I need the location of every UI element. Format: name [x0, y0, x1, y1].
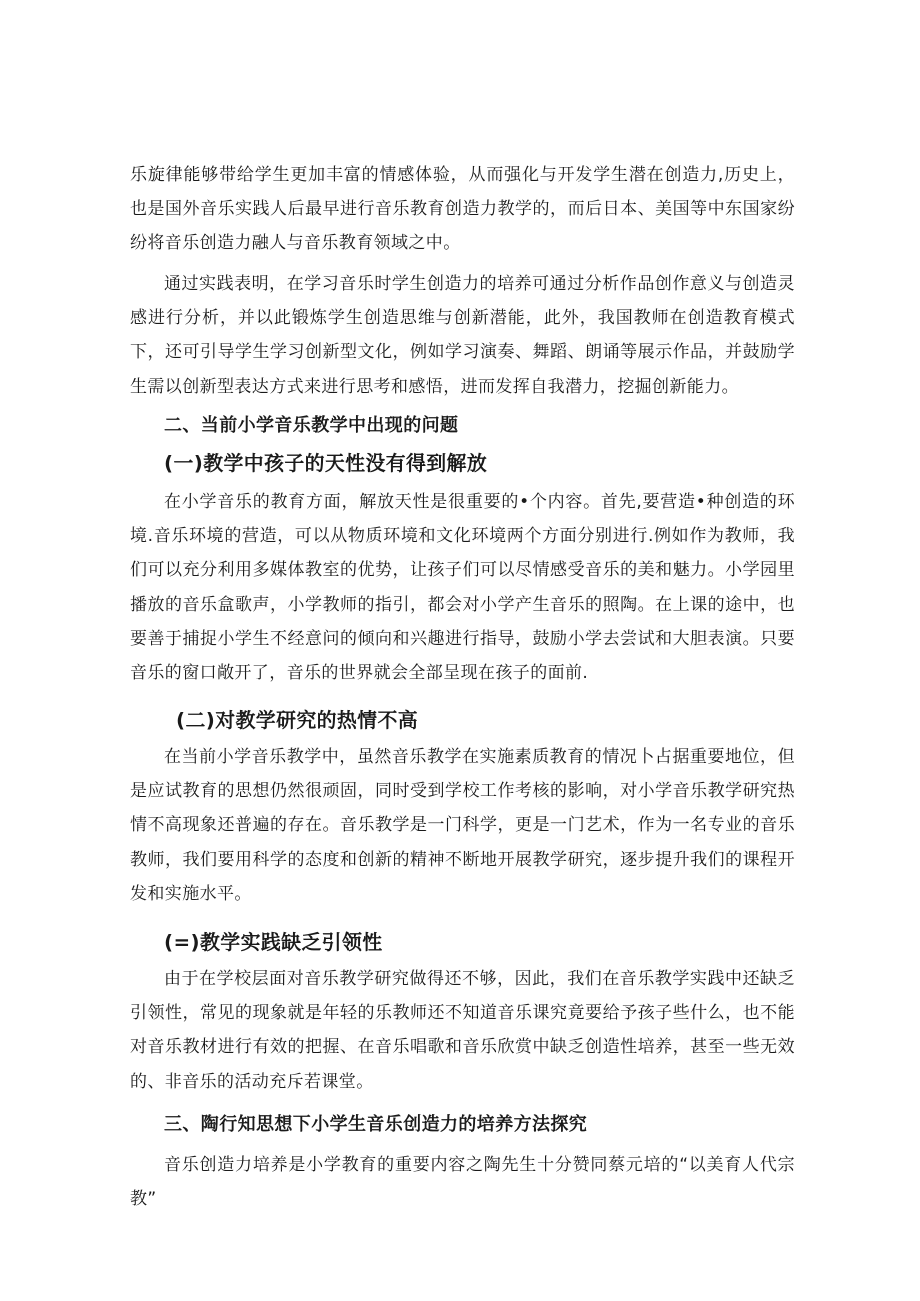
section-heading-current-problems: 二、当前小学音乐教学中出现的问题 — [164, 415, 459, 436]
section-heading-cultivation-methods: 三、陶行知思想下小学生音乐创造力的培养方法探究 — [164, 1114, 588, 1135]
subheading-low-research-enthusiasm: (二)对教学研究的热情不高 — [176, 709, 418, 732]
subheading-lack-of-guidance: (=)教学实践缺乏引领性 — [164, 931, 383, 954]
subheading-nature-not-released: (一)教学中孩子的天性没有得到解放 — [164, 452, 488, 475]
paragraph-research-enthusiasm: 在当前小学音乐教学中，虽然音乐教学在实施素质教育的情况卜占据重要地位，但是应试教育的思想仍然很顽固，同时受到学校工作考核的影响，对小学音乐教学研究热情不高现象还普遍的存在。音乐教学是一门科学，更是一门艺术，作为一名专业的音乐教师，我们要用科学的态度和创新的精神不断地开展教学研究，逐步提升我们的课程开发和实施水平。 — [130, 747, 795, 904]
paragraph-release-nature: 在小学音乐的教育方面，解放天性是很重要的•个内容。首先,要营造•种创造的环境.音乐环境的营造，可以从物质环境和文化环境两个方面分别进行.例如作为教师，我们可以充分利用多媒体教室的优势，让孩子们可以尽情感受音乐的美和魅力。小学园里播放的音乐盒歌声，小学教师的指引，都会对小学产生音乐的照陶。在上课的途中，也要善于捕捉小学生不经意问的倾向和兴趣进行指导，鼓励小学去尝试和大胆表演。只要音乐的窗口敞开了，音乐的世界就会全部呈现在孩子的面前. — [130, 492, 795, 684]
paragraph-creativity-cultivation: 音乐创造力培养是小学教育的重要内容之陶先生十分赞同蔡元培的“以美育人代宗教” — [130, 1155, 795, 1210]
paragraph-lack-of-guidance: 由于在学校层面对音乐教学研究做得还不够，因此，我们在音乐教学实践中还缺乏引领性，常见的现象就是年轻的乐教师还不知道音乐课究竟要给予孩子些什么，也不能对音乐教材进行有效的把握、在音乐唱歌和音乐欣赏中缺乏创造性培养，甚至一些无效的、非音乐的活动充斥若课堂。 — [130, 969, 795, 1092]
paragraph-practice-evidence: 通过实践表明，在学习音乐时学生创造力的培养可通过分析作品创作意义与创造灵感进行分析，并以此锻炼学生创造思维与创新潜能，此外，我国教师在创造教育模式下，还可引导学生学习创新型文化，例如学习演奏、舞蹈、朗诵等展示作品，并鼓励学生需以创新型表达方式来进行思考和感悟，进而发挥自我潜力，挖掘创新能力。 — [130, 274, 795, 397]
paragraph-creativity-history: 乐旋律能够带给学生更加丰富的情感体验，从而强化与开发学生潜在创造力,历史上，也是国外音乐实践人后最早进行音乐教育创造力教学的，而后日本、美国等中东国家纷纷将音乐创造力融人与音乐教育领域之中。 — [130, 165, 795, 254]
